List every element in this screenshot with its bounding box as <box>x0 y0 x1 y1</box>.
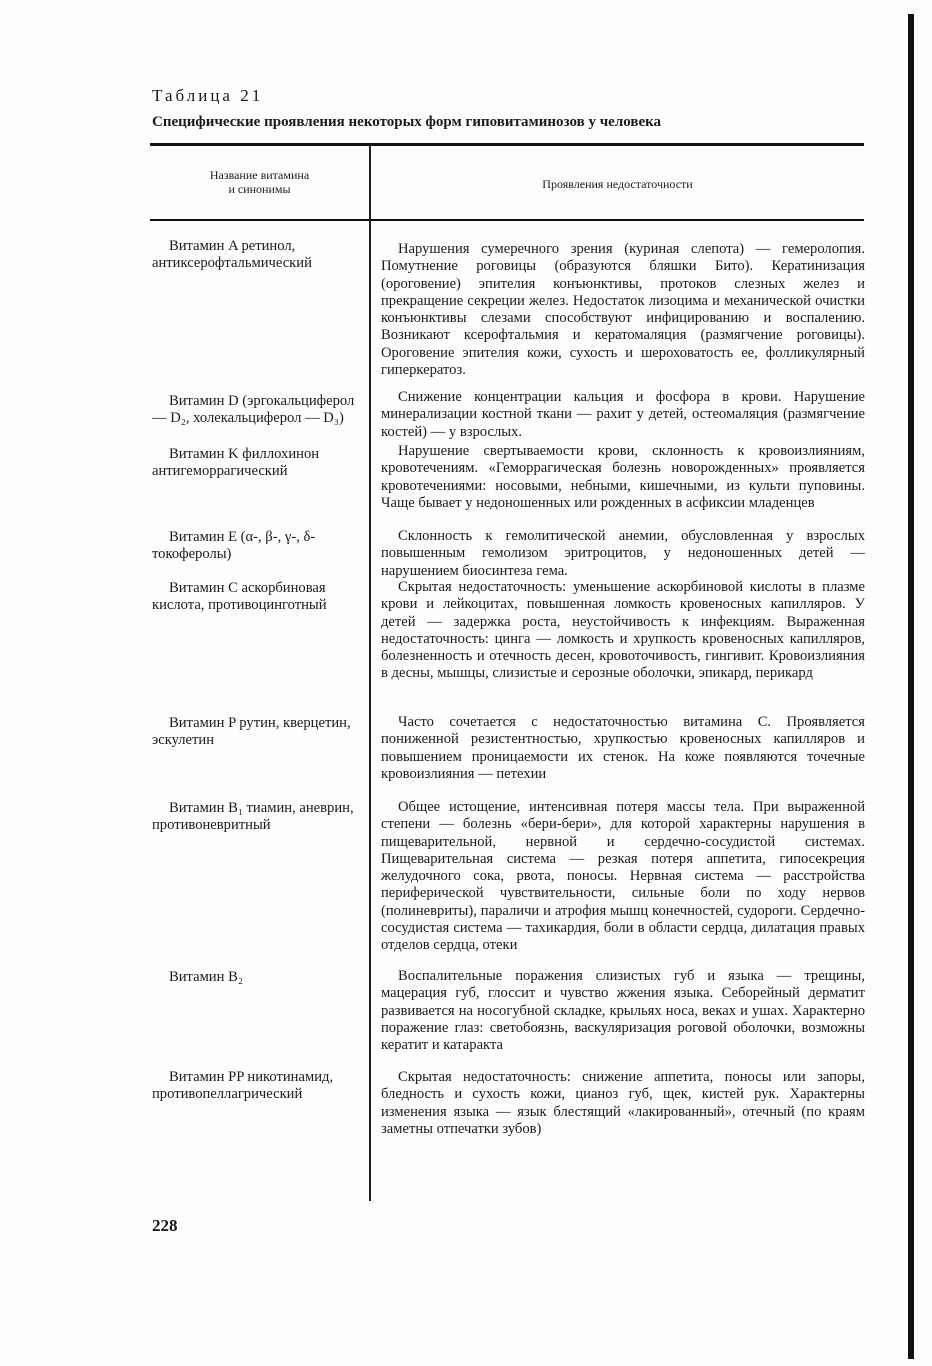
vitamin-desc-c: Скрытая недостаточность: уменьшение аскорбиновой кислоты в плазме крови и лейкоцитах, повышенная ломкость кровеносных капилляров. У детей — задержка роста, неустойчивость к инфекциям. Выраженная недостаточность: цинга — ломкость и хрупкость кровеносных капилляров, болезненность и отечность десен, кровоточивость, гингивит. Кровоизлияния в десны, мышцы, слизистые и серозные оболочки, эпикард, перикард <box>381 579 865 682</box>
page-number: 228 <box>152 1216 178 1235</box>
column-header-vitamin-line2: и синонимы <box>228 182 291 196</box>
vitamin-desc-a: Нарушения сумеречного зрения (куриная слепота) — гемеролопия. Помутнение роговицы (образуются бляшки Бито). Кератинизация (ороговение) эпителия конъюнктивы, протоков слезных желез и прекращение секреции желез. Недостаток лизоцима и механической очистки конъюнктивы слезами способствуют инфицированию и воспалению. Возникают ксерофтальмия и кератомаляция (размягчение роговицы). Ороговение эпителия кожи, сухость и шероховатость ее, фолликулярный гиперкератоз. <box>381 241 865 379</box>
page-edge-bar <box>908 14 914 1359</box>
vitamin-name-b2: Витамин B₂ <box>169 969 243 985</box>
vitamin-name-e: Витамин E (α-, β-, γ-, δ- токоферолы) <box>152 529 316 563</box>
vitamin-desc-d: Снижение концентрации кальция и фосфора в крови. Нарушение минерализации костной ткани — рахит у детей, остеомаляция (размягчение костей) — у взрослых. <box>381 389 865 440</box>
vitamin-name-p: Витамин P рутин, кверцетин, эскулетин <box>152 715 351 749</box>
vitamin-name-c: Витамин C аскорбиновая кислота, противоцинготный <box>152 580 327 614</box>
vitamin-name-d: Витамин D (эргокальциферол — D₂, холекальциферол — D₃) <box>152 393 355 427</box>
vitamin-desc-k: Нарушение свертываемости крови, склонность к кровоизлияниям, кровотечениям. «Геморрагическая болезнь новорожденных» проявляется кровотечениями: носовыми, небными, кишечными, из культи пуповины. Чаще бывает у недоношенных или рожденных в асфиксии младенцев <box>381 443 865 511</box>
vitamin-name-k: Витамин K филлохинон антигеморрагический <box>152 446 320 480</box>
vitamin-desc-b2: Воспалительные поражения слизистых губ и языка — трещины, мацерация губ, глоссит и чувство жжения языка. Себорейный дерматит развивается на носогубной складке, крыльях носа, веках и ушах. Характерно поражение глаз: светобоязнь, васкуляризация роговой оболочки, возможны кератит и катаракта <box>381 968 865 1054</box>
column-separator <box>369 146 371 1201</box>
vitamin-desc-p: Часто сочетается с недостаточностью витамина C. Проявляется пониженной резистентностью, хрупкостью кровеносных капилляров и повышением проницаемости их стенок. На коже появляются точечные кровоизлияния — петехии <box>381 714 865 782</box>
table-header-rule <box>150 219 864 221</box>
column-header-vitamin <box>150 168 369 196</box>
vitamin-name-pp: Витамин PP никотинамид, противопеллагрический <box>152 1069 334 1103</box>
table-title: Специфические проявления некоторых форм гиповитаминозов у человека <box>152 114 662 130</box>
table-top-rule <box>150 143 864 146</box>
column-header-manifestations: Проявления недостаточности <box>542 177 693 191</box>
column-header-vitamin-line1: Название витамина <box>209 168 310 182</box>
vitamin-desc-e: Склонность к гемолитической анемии, обусловленная у взрослых повышенным гемолизом эритроцитов, у недоношенных детей — нарушением биосинтеза гема. <box>381 528 865 579</box>
vitamin-name-b1: Витамин B₁ тиамин, аневрин, противоневритный <box>152 800 354 834</box>
vitamin-desc-pp: Скрытая недостаточность: снижение аппетита, поносы или запоры, бледность и сухость кожи, цианоз губ, щек, кистей рук. Характерны изменения языка — язык блестящий «лакированный», отечный (по краям заметны отпечатки зубов) <box>381 1069 865 1137</box>
table-caption: Таблица 21 <box>152 86 264 105</box>
vitamin-name-a: Витамин A ретинол, антиксерофтальмический <box>152 238 312 272</box>
vitamin-desc-b1: Общее истощение, интенсивная потеря массы тела. При выраженной степени — болезнь «бери-бери», для которой характерны нарушения в пищеварительной, нервной и сердечно-сосудистой системах. Пищеварительная система — резкая потеря аппетита, гипосекреция желудочного сока, рвота, поносы. Нервная система — расстройства периферической чувствительности, сильные боли по ходу нервов (полиневриты), параличи и атрофия мышц конечностей, судороги. Сердечно-сосудистая система — тахикардия, боли в области сердца, дилатация правых отделов сердца, отеки <box>381 799 865 954</box>
